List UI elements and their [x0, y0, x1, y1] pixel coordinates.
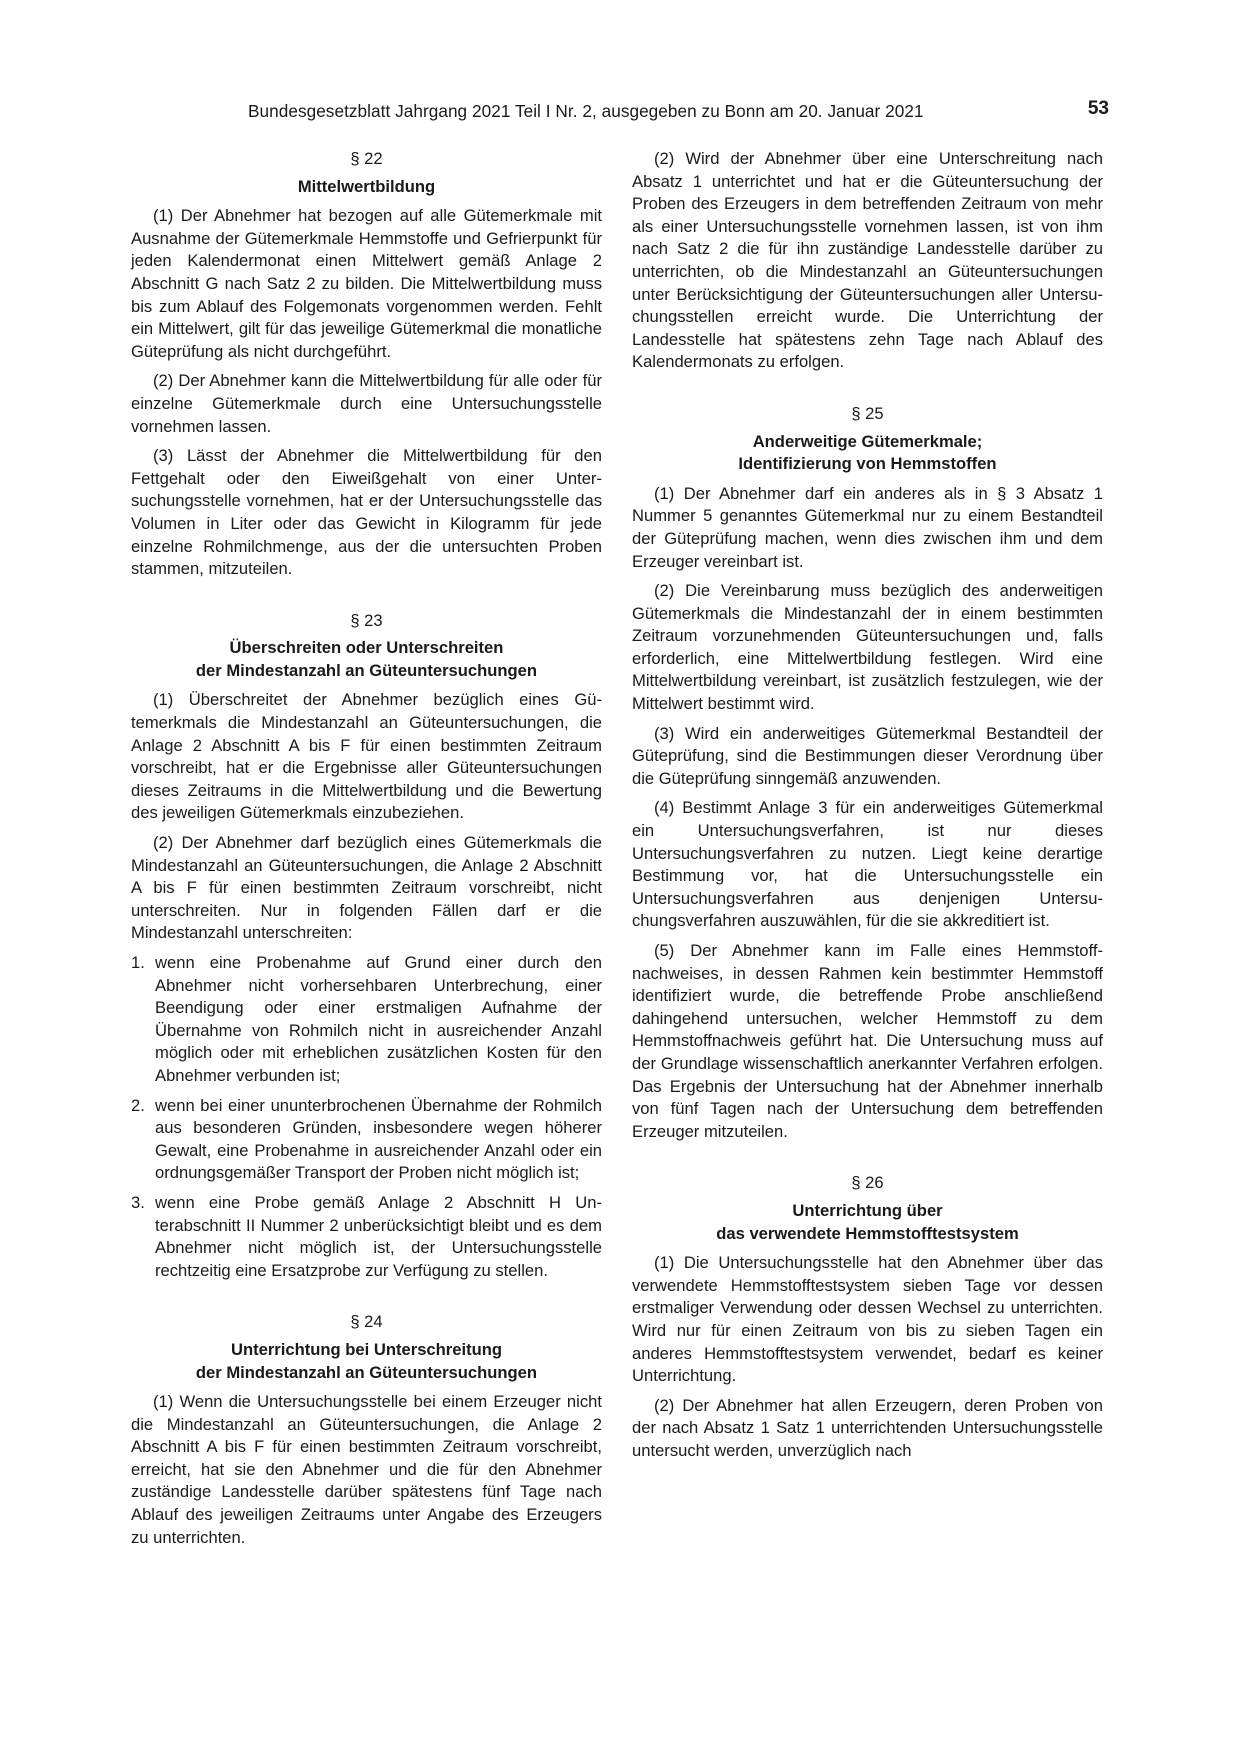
- section-25-title-line-1: Anderweitige Gütemerkmale;: [752, 431, 983, 451]
- section-26-title-line-1: Unterrichtung über: [792, 1200, 943, 1220]
- left-column: [131, 148, 602, 1556]
- page-header: [248, 98, 1109, 128]
- list-item-number: 3.: [131, 1192, 145, 1212]
- section-26-number: § 26: [851, 1173, 884, 1193]
- page-number: 53: [1087, 98, 1109, 119]
- section-25-number: § 25: [851, 403, 884, 423]
- list-item-text: wenn eine Probenahme auf Grund einer durch den Abnehmer nicht vorhersehbaren Unterbrechung, einer Beendigung oder einer erstmaligen Aufnahme der Übernahme von Rohmilch nicht in ausreichender Anzahl möglich oder mit erheblichen zusätzlichen Kosten für den Abnehmer verbunden ist;: [155, 953, 602, 1085]
- list-item: [131, 1192, 602, 1282]
- section-25-paragraph-3: (3) Wird ein anderweitiges Gütemerkmal Bestandteil der Güteprüfung, sind die Bestimmungen dieser Verordnung über die Güteprüfung sinngemäß anzuwenden.: [632, 723, 1103, 788]
- section-26-paragraph-2: (2) Der Abnehmer hat allen Erzeugern, deren Proben von der nach Absatz 1 Satz 1 unterrichtenden Untersuchungsstelle untersucht werden, unverzüglich nach: [632, 1395, 1103, 1460]
- section-25-title: [632, 431, 1103, 476]
- section-23-title-line-1: Überschreiten oder Unterschreiten: [229, 638, 504, 658]
- section-25-title-line-2: Identifizierung von Hemmstoffen: [738, 454, 997, 474]
- section-26-title: [632, 1200, 1103, 1245]
- section-25-paragraph-5: (5) Der Abnehmer kann im Falle eines Hemmstoffnachweises, in dessen Rahmen kein bestimmter Hemmstoff identifiziert wurde, die betreffende Probe anschließend dahingehend untersuchen, welcher Hemmstoff zu dem Hemmstoffnachweis geführt hat. Die Untersuchung muss auf der Grundlage wissenschaftlich anerkannter Verfahren erfolgen. Das Ergebnis der Untersuchung hat der Abnehmer innerhalb von fünf Tagen nach der Untersuchung dem betreffenden Erzeuger mitzuteilen.: [632, 941, 1103, 1141]
- section-23-number: § 23: [350, 610, 383, 630]
- section-25-paragraph-4: (4) Bestimmt Anlage 3 für ein anderweitiges Gütemerkmal ein Untersuchungsverfahren, ist nur dieses Untersuchungsverfahren zu nutzen. Liegt keine derartige Bestimmung vor, hat die Untersuchungsstelle ein Untersuchungsverfahren aus denjenigen Untersuchungsverfahren auszuwählen, für die sie akkreditiert ist.: [632, 798, 1103, 931]
- list-item: [131, 952, 602, 1088]
- section-24-title: [131, 1339, 602, 1384]
- section-22-paragraph-1: (1) Der Abnehmer hat bezogen auf alle Gütemerkmale mit Ausnahme der Gütemerkmale Hemmstoffe und Gefrierpunkt für jeden Kalendermonat einen Mittelwert gemäß Anlage 2 Abschnitt G nach Satz 2 zu bilden. Die Mittelwertbildung muss bis zum Ablauf des Folgemonats vorgenommen werden. Fehlt ein Mittelwert, gilt für das jeweilige Gütemerkmal die monatliche Güteprüfung als nicht durchgeführt.: [131, 206, 602, 361]
- section-24-number: § 24: [350, 1312, 383, 1332]
- section-24-paragraph-2: (2) Wird der Abnehmer über eine Unterschreitung nach Absatz 1 unterrichtet und hat er die Güteuntersuchung der Proben des Erzeugers in dem betreffenden Zeitraum von mehr als einer Untersuchungsstelle vornehmen lassen, ist von ihm nach Satz 2 die für ihn zuständige Landesstelle darüber zu unterrichten, ob die Mindestanzahl an Güteuntersuchungen unter Berücksichtigung der Güteuntersuchungen aller Untersuchungsstellen erreicht wurde. Die Unterrichtung der Landesstelle hat spätestens zehn Tage nach Ablauf des Kalendermonats zu erfolgen.: [632, 149, 1103, 372]
- section-23-title: [131, 637, 602, 682]
- running-title: Bundesgesetzblatt Jahrgang 2021 Teil I Nr. 2, ausgegeben zu Bonn am 20. Januar 2021: [248, 101, 924, 121]
- section-25-paragraph-1: (1) Der Abnehmer darf ein anderes als in § 3 Absatz 1 Nummer 5 genanntes Gütemerkmal nur zu einem Bestandteil der Güteprüfung machen, wenn dies zwischen ihm und dem Erzeuger vereinbart ist.: [632, 483, 1103, 571]
- list-item-text: wenn bei einer ununterbrochenen Übernahme der Rohmilch aus besonderen Gründen, insbesondere wegen höherer Gewalt, eine Probenahme in ausreichender Anzahl oder ein ordnungsgemäßer Transport der Proben nicht möglich ist;: [155, 1095, 602, 1183]
- list-item-number: 2.: [131, 1095, 145, 1115]
- section-22-title: Mittelwertbildung: [297, 176, 436, 196]
- section-23-paragraph-2: (2) Der Abnehmer darf bezüglich eines Gütemerkmals die Mindestanzahl an Güteuntersuchungen, die Anlage 2 Abschnitt A bis F für einen bestimmten Zeitraum vorschreibt, nicht unterschreiten. Nur in folgenden Fällen darf er die Mindestanzahl unterschreiten:: [131, 833, 602, 943]
- section-24-paragraph-1: (1) Wenn die Untersuchungsstelle bei einem Erzeuger nicht die Mindestanzahl an Güteuntersuchungen, die Anlage 2 Abschnitt A bis F für einen bestimmten Zeitraum vorschreibt, erreicht, hat sie den Abnehmer und die für den Abnehmer zuständige Landesstelle darüber spätestens fünf Tage nach Ablauf des jeweiligen Zeitraums unter Angabe des Erzeugers zu unterrichten.: [131, 1392, 602, 1547]
- list-item: [131, 1095, 602, 1185]
- list-item-number: 1.: [131, 953, 145, 972]
- right-column: [632, 148, 1103, 1469]
- section-22-paragraph-3: (3) Lässt der Abnehmer die Mittelwertbildung für den Fettgehalt oder den Eiweißgehalt von einer Untersuchungsstelle vornehmen, hat er der Untersuchungsstelle das Volumen in Liter oder das Gewicht in Kilogramm für jede einzelne Rohmilchmenge, aus der die untersuchten Proben stammen, mitzuteilen.: [131, 446, 602, 579]
- section-23-paragraph-1: (1) Überschreitet der Abnehmer bezüglich eines Gütemerkmals die Mindestanzahl an Güteuntersuchungen, die Anlage 2 Abschnitt A bis F für einen bestimmten Zeitraum vorschreibt, hat er die Ergebnisse aller Güteuntersuchungen dieses Zeitraums in die Mittelwertbildung und die Bewertung des jeweiligen Gütemerkmals einzubeziehen.: [131, 690, 602, 823]
- section-23-title-line-2: der Mindestanzahl an Güteuntersuchungen: [195, 660, 538, 680]
- section-23-list: [131, 952, 602, 1282]
- list-item-text: wenn eine Probe gemäß Anlage 2 Abschnitt H Unterabschnitt II Nummer 2 unberücksichtigt bleibt und es dem Abnehmer nicht möglich ist, der Untersuchungsstelle rechtzeitig eine Ersatzprobe zur Verfügung zu stellen.: [155, 1192, 602, 1280]
- section-26-title-line-2: das verwendete Hemmstofftestsystem: [716, 1223, 1019, 1243]
- section-25-paragraph-2: (2) Die Vereinbarung muss bezüglich des anderweitigen Gütemerkmals die Mindestanzahl der in einem bestimmten Zeitraum vorzunehmenden Güteuntersuchungen und, falls erforderlich, eine Mittelwertbildung festlegen. Wird eine Mittelwertbildung vereinbart, ist zusätzlich festzulegen, wie der Mittelwert bestimmt wird.: [632, 581, 1103, 714]
- section-24-title-line-1: Unterrichtung bei Unterschreitung: [230, 1339, 503, 1359]
- section-24-title-line-2: der Mindestanzahl an Güteuntersuchungen: [195, 1362, 538, 1382]
- section-26-paragraph-1: (1) Die Untersuchungsstelle hat den Abnehmer über das verwendete Hemmstofftestsystem sieben Tage vor dessen erstmaliger Verwendung oder dessen Wechsel zu unterrichten. Wird nur für einen Zeitraum von bis zu sieben Tagen ein anderes Hemmstofftestsystem verwendet, bedarf es keiner Unterrichtung.: [632, 1253, 1103, 1386]
- section-22-paragraph-2: (2) Der Abnehmer kann die Mittelwertbildung für alle oder für einzelne Gütemerkmale durch eine Untersuchungsstelle vornehmen lassen.: [131, 371, 602, 436]
- section-22-number: § 22: [350, 149, 383, 168]
